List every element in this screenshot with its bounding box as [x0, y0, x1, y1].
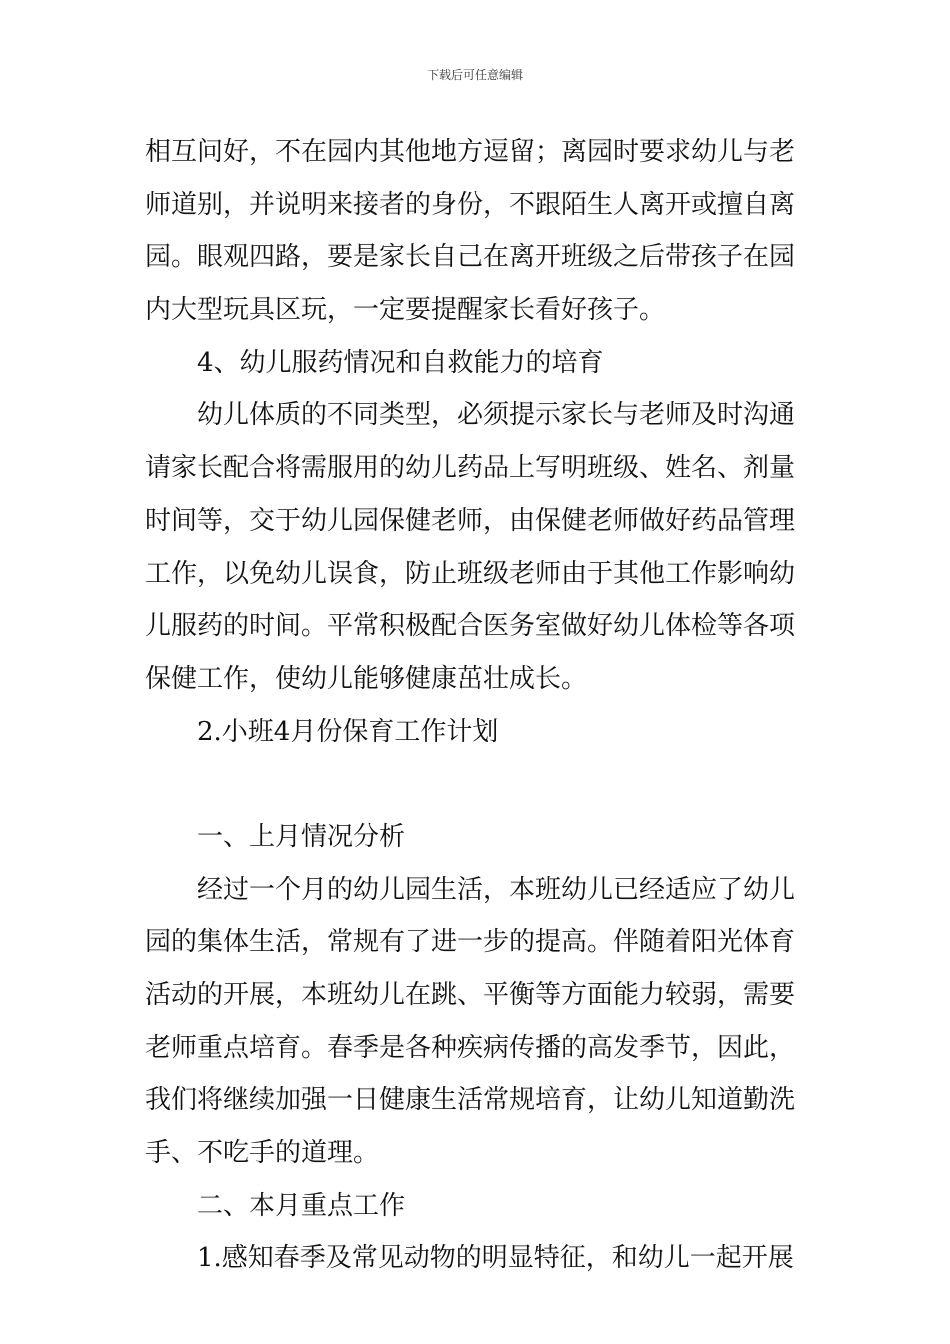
text-line: 活动的开展，本班幼儿在跳、平衡等方面能力较弱，需要 — [145, 980, 796, 1010]
text-line: 师道别，并说明来接者的身份，不跟陌生人离开或擅自离 — [145, 189, 796, 220]
text-line: 老师重点培育。春季是各种疾病传播的高发季节，因此， — [145, 1032, 796, 1063]
text-line: 内大型玩具区玩，一定要提醒家长看好孩子。 — [145, 295, 666, 326]
text-line: 园的集体生活，常规有了进一步的提高。伴随着阳光体育 — [145, 927, 796, 958]
text-line: 儿服药的时间。平常积极配合医务室做好幼儿体检等各项 — [145, 611, 796, 642]
blank-line — [145, 758, 807, 811]
page-header-note: 下载后可任意编辑 — [426, 68, 523, 82]
text-line: 时间等，交于幼儿园保健老师，由保健老师做好药品管理 — [145, 505, 796, 536]
text-line: 幼儿体质的不同类型，必须提示家长与老师及时沟通 — [197, 400, 796, 431]
document-title: 2.小班4月份保育工作计划 — [197, 716, 499, 747]
text-line: 工作，以免幼儿误食，防止班级老师由于其他工作影响幼 — [145, 558, 796, 589]
text-line: 手、不吃手的道理。 — [145, 1138, 380, 1169]
text-line: 保健工作，使幼儿能够健康茁壮成长。 — [145, 663, 588, 694]
text-line: 请家长配合将需服用的幼儿药品上写明班级、姓名、剂量 — [145, 453, 796, 484]
text-line: 经过一个月的幼儿园生活，本班幼儿已经适应了幼儿 — [197, 874, 796, 905]
text-line: 相互问好，不在园内其他地方逗留；离园时要求幼儿与老 — [145, 137, 796, 167]
section-heading: 一、上月情况分析 — [197, 821, 406, 852]
section-heading: 二、本月重点工作 — [197, 1190, 406, 1221]
text-line: 1.感知春季及常见动物的明显特征，和幼儿一起开展 — [197, 1243, 794, 1274]
document-body — [145, 126, 807, 1285]
section-heading: 4、幼儿服药情况和自救能力的培育 — [197, 347, 604, 378]
text-line: 园。眼观四路，要是家长自己在离开班级之后带孩子在园 — [145, 242, 796, 273]
text-line: 我们将继续加强一日健康生活常规培育，让幼儿知道勤洗 — [145, 1085, 796, 1116]
